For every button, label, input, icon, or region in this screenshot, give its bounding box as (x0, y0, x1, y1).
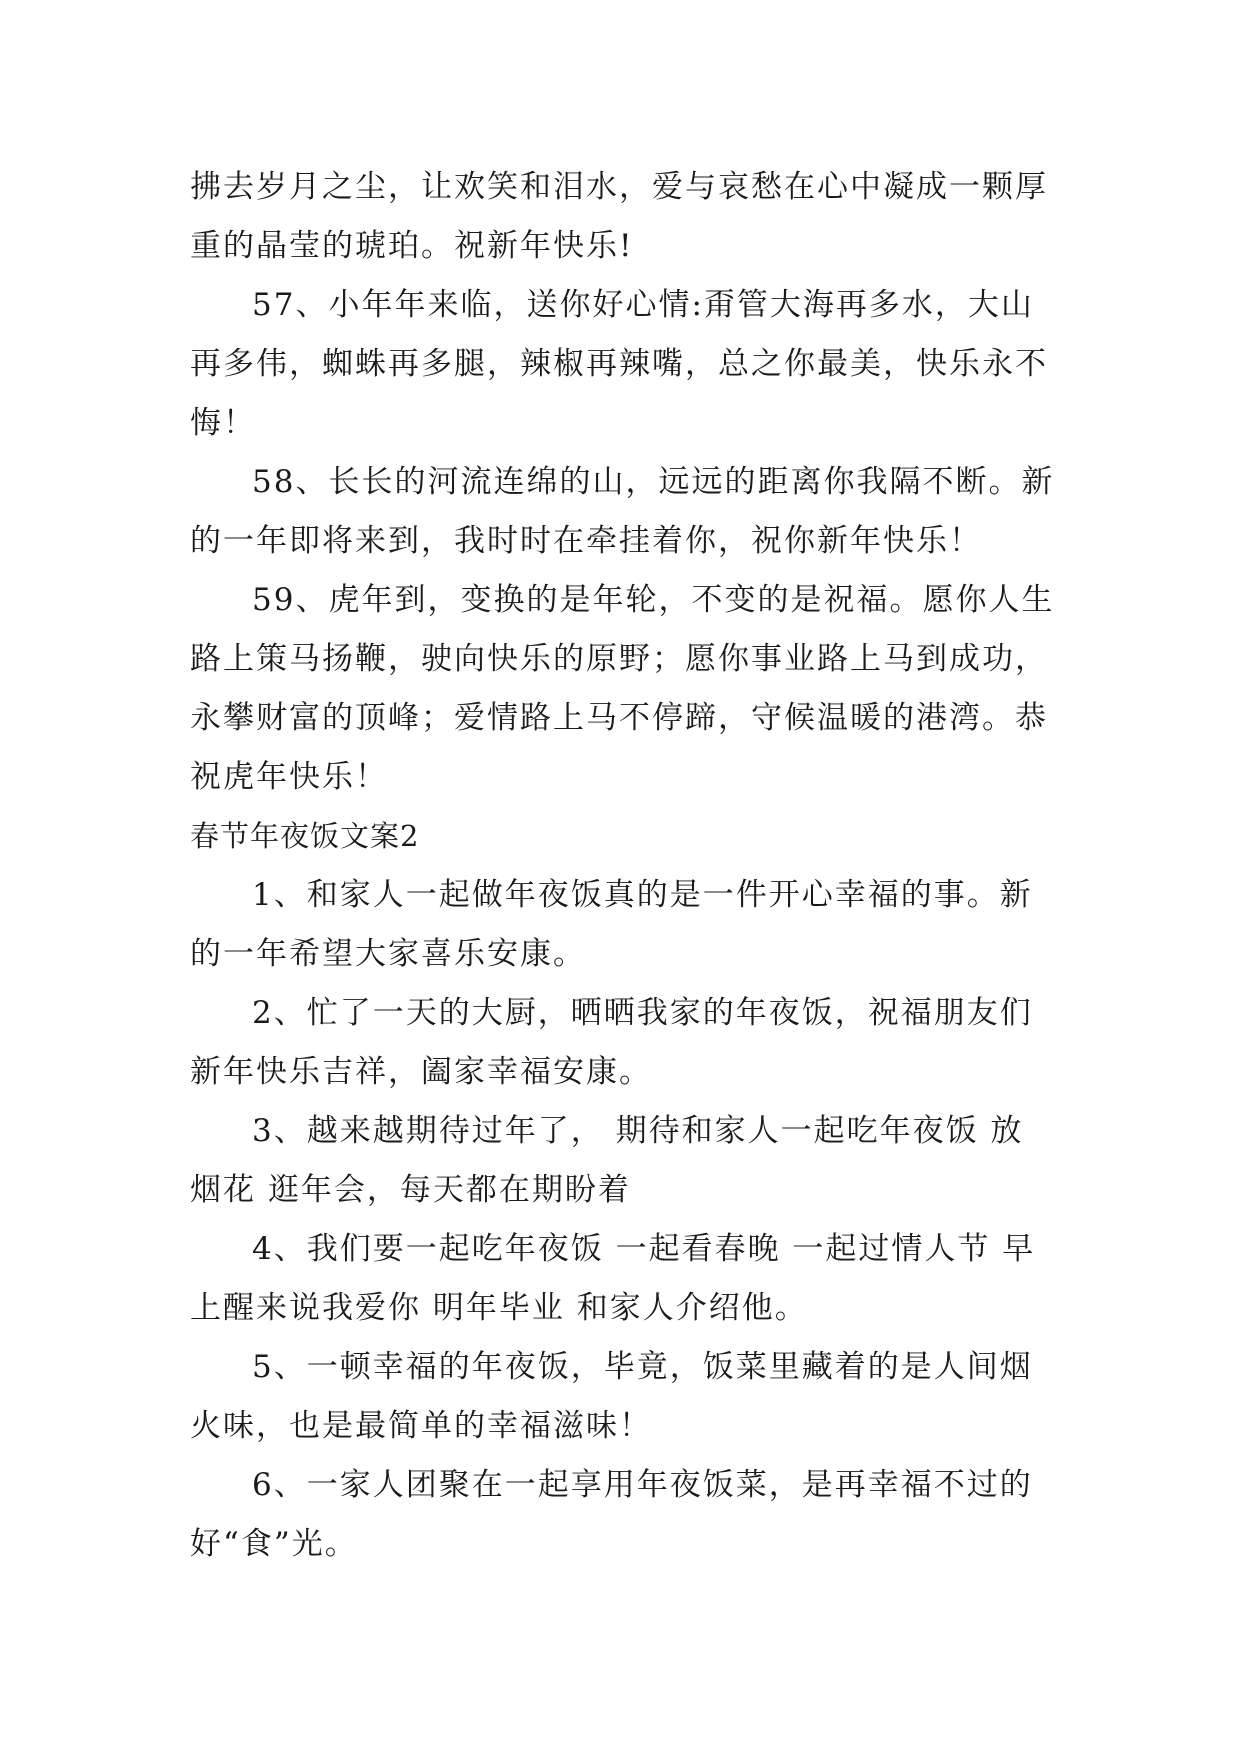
document-page (190, 158, 1055, 1574)
text-line: 4、我们要一起吃年夜饭 一起看春晚 一起过情人节 早 (252, 1231, 1036, 1267)
text-line: 上醒来说我爱你 明年毕业 和家人介绍他。 (190, 1290, 808, 1326)
text-line: 悔！ (190, 405, 256, 441)
text-line: 新年快乐吉祥，阖家幸福安康。 (190, 1054, 652, 1090)
section-heading: 春节年夜饭文案2 (190, 819, 420, 853)
text-line: 永攀财富的顶峰；爱情路上马不停蹄，守候温暖的港湾。恭 (190, 700, 1048, 736)
text-line: 拂去岁月之尘，让欢笑和泪水，爱与哀愁在心中凝成一颗厚 (190, 169, 1048, 205)
text-line: 的一年即将来到，我时时在牵挂着你，祝你新年快乐！ (190, 523, 982, 559)
text-line: 3、越来越期待过年了， 期待和家人一起吃年夜饭 放 (252, 1113, 1024, 1149)
text-line: 祝虎年快乐！ (190, 759, 388, 795)
text-line: 58、长长的河流连绵的山，远远的距离你我隔不断。新 (252, 464, 1055, 500)
text-line: 6、一家人团聚在一起享用年夜饭菜，是再幸福不过的 (252, 1467, 1033, 1503)
text-line: 2、忙了一天的大厨，晒晒我家的年夜饭，祝福朋友们 (252, 995, 1033, 1031)
text-line: 59、虎年到，变换的是年轮，不变的是祝福。愿你人生 (252, 582, 1055, 618)
text-line: 再多伟，蜘蛛再多腿，辣椒再辣嘴，总之你最美，快乐永不 (190, 346, 1048, 382)
text-line: 1、和家人一起做年夜饭真的是一件开心幸福的事。新 (252, 877, 1033, 913)
text-line: 火味，也是最简单的幸福滋味！ (190, 1408, 652, 1444)
text-line: 5、一顿幸福的年夜饭，毕竟，饭菜里藏着的是人间烟 (252, 1349, 1033, 1385)
text-line: 好“食”光。 (190, 1526, 358, 1562)
text-line: 重的晶莹的琥珀。祝新年快乐! (190, 228, 634, 264)
text-line: 路上策马扬鞭，驶向快乐的原野；愿你事业路上马到成功， (190, 641, 1048, 677)
text-line: 的一年希望大家喜乐安康。 (190, 936, 586, 972)
text-line: 57、小年年来临，送你好心情:甭管大海再多水，大山 (252, 287, 1034, 323)
text-line: 烟花 逛年会，每天都在期盼着 (190, 1172, 631, 1208)
